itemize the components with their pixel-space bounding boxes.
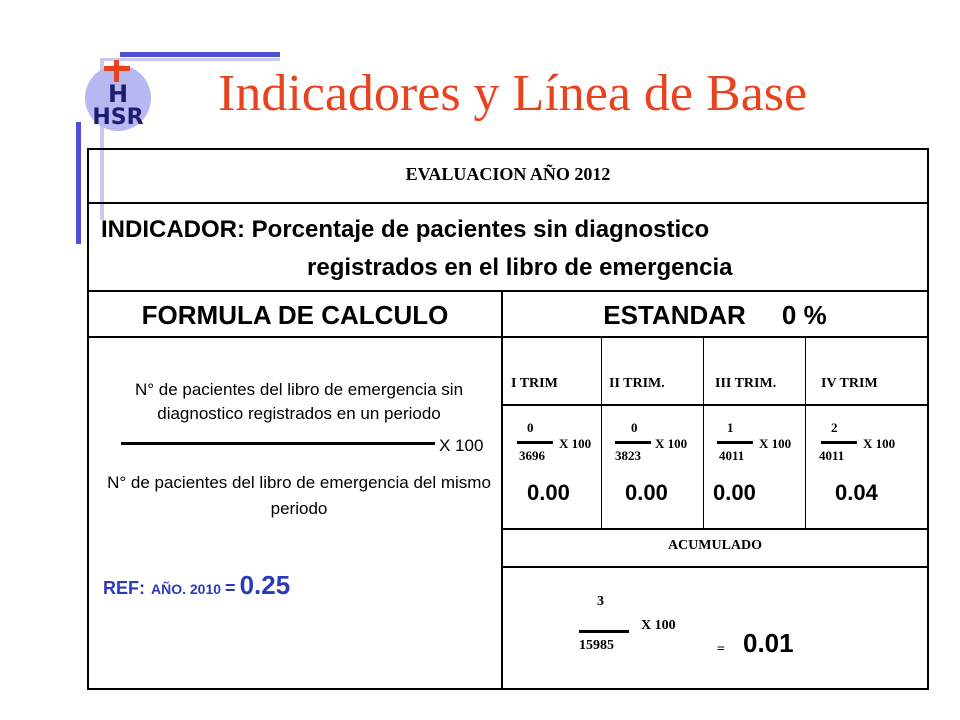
accumulated-fraction-line	[579, 630, 629, 633]
standard-header: ESTANDAR 0 %	[603, 300, 827, 330]
q2-multiplier: X 100	[655, 436, 688, 451]
column-divider	[501, 290, 503, 688]
quarter-divider	[601, 336, 602, 528]
q4-denominator: 4011	[819, 448, 845, 463]
q2-result: 0.00	[625, 480, 668, 505]
q3-numerator: 1	[727, 420, 734, 435]
svg-text:HSR: HSR	[92, 105, 144, 130]
accumulated-denominator: 15985	[579, 638, 614, 653]
svg-text:H: H	[107, 80, 129, 108]
hospital-cross-logo	[80, 58, 156, 134]
q3-denominator: 4011	[719, 448, 745, 463]
q1-fraction-line	[517, 441, 553, 444]
quarter-divider	[805, 336, 806, 528]
reference-year: AÑO. 2010	[151, 581, 222, 597]
page-title: Indicadores y Línea de Base	[218, 65, 808, 122]
formula-header: FORMULA DE CALCULO	[141, 300, 449, 330]
q1-result: 0.00	[527, 480, 570, 505]
q4-result: 0.04	[835, 480, 878, 505]
q3-result: 0.00	[713, 480, 756, 505]
formula-denominator: N° de pacientes del libro de emergencia del mismo periodo	[107, 473, 491, 518]
accumulated-divider	[503, 528, 927, 530]
formula-numerator: N° de pacientes del libro de emergencia sin diagnostico registrados en un periodo	[134, 380, 464, 423]
formula-multiplier: X 100	[439, 436, 484, 455]
accumulated-result: 0.01	[743, 628, 794, 658]
indicator-line-2: registrados en el libro de emergencia	[307, 254, 733, 281]
q2-numerator: 0	[631, 420, 638, 435]
q1-numerator: 0	[527, 420, 534, 435]
accumulated-equals: =	[717, 642, 725, 657]
reference-label: REF:	[103, 578, 145, 598]
row-divider	[89, 290, 927, 292]
q4-fraction-line	[821, 441, 857, 444]
indicator-line-1: INDICADOR: Porcentaje de pacientes sin diagnostico	[101, 216, 710, 243]
evaluation-table	[87, 148, 929, 690]
q1-denominator: 3696	[519, 448, 545, 463]
reference-value	[103, 570, 290, 601]
quarter-divider	[703, 336, 704, 528]
quarter-label-3: III TRIM.	[715, 376, 777, 391]
q2-denominator: 3823	[615, 448, 641, 463]
q4-multiplier: X 100	[863, 436, 896, 451]
accumulated-multiplier: X 100	[641, 618, 676, 633]
quarter-label-4: IV TRIM	[821, 376, 878, 391]
quarter-label-2: II TRIM.	[609, 376, 665, 391]
decorative-bar-left	[76, 122, 81, 244]
accumulated-numerator: 3	[597, 594, 604, 609]
q3-fraction-line	[717, 441, 753, 444]
reference-equals: =	[225, 578, 236, 598]
formula-fraction-line	[121, 442, 435, 445]
q4-numerator: 2	[831, 420, 838, 435]
row-divider	[89, 202, 927, 204]
accumulated-label: ACUMULADO	[667, 538, 763, 553]
quarter-header-divider	[503, 404, 927, 406]
accumulated-divider	[503, 566, 927, 568]
q3-multiplier: X 100	[759, 436, 792, 451]
row-divider	[89, 336, 927, 338]
quarter-label-1: I TRIM	[511, 376, 558, 391]
reference-number: 0.25	[239, 570, 291, 600]
q2-fraction-line	[615, 441, 651, 444]
decorative-bar-top	[120, 52, 280, 57]
q1-multiplier: X 100	[559, 436, 592, 451]
evaluation-title: EVALUACION AÑO 2012	[405, 164, 611, 184]
